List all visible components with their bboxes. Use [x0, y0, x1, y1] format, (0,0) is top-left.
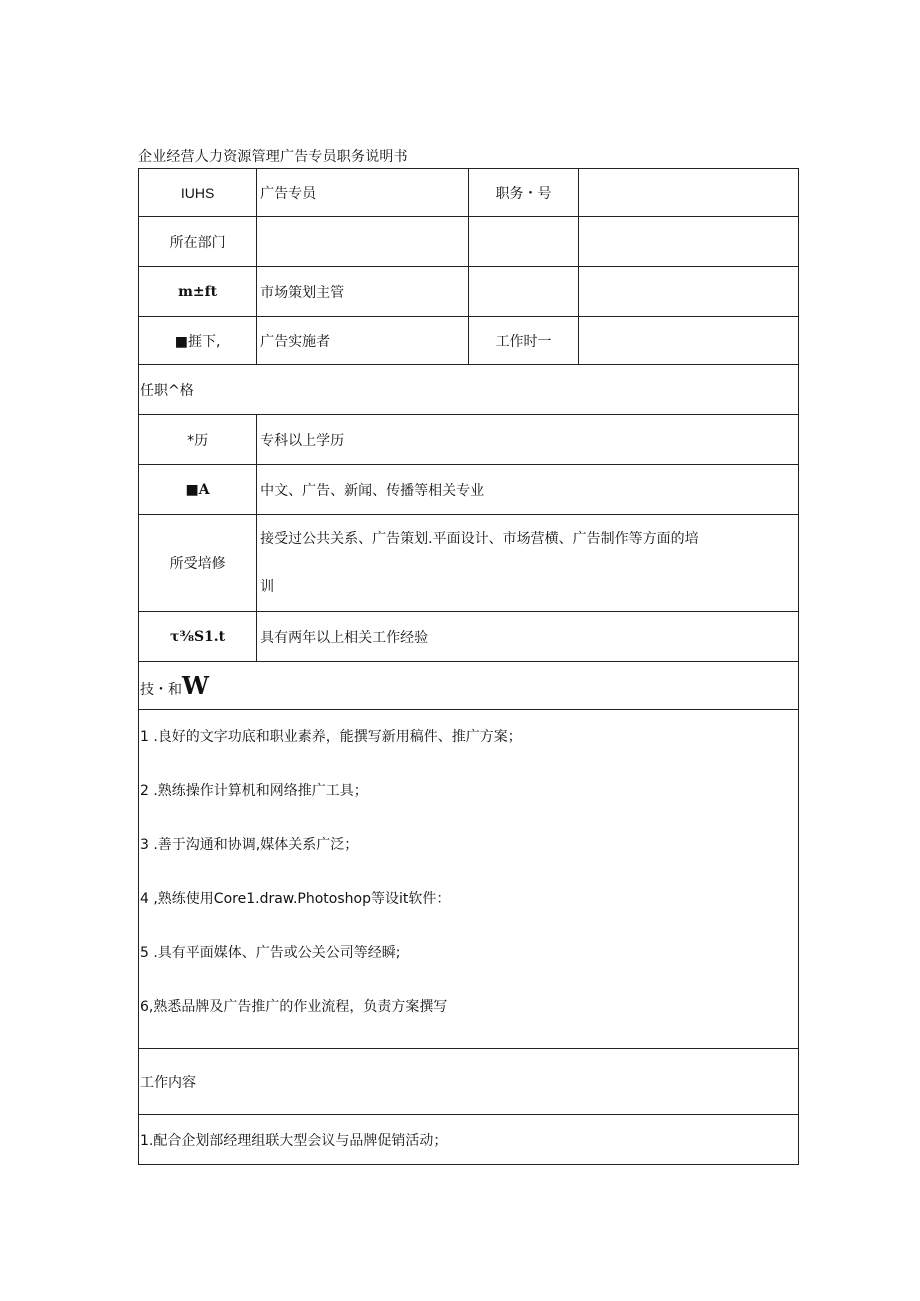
skill-item: 3 .善于沟通和协调,媒体关系广泛；: [140, 837, 359, 853]
row-skills-header: [139, 662, 799, 710]
subordinate-label: ■捱下,: [139, 317, 257, 365]
department-value: [257, 217, 469, 267]
row-work-item: [139, 1115, 799, 1165]
skills-header: [139, 662, 799, 710]
skill-item: 1 .良好的文字功底和职业素养，能撰写新用稿件、推广方案；: [140, 729, 522, 745]
skill-item: 5 .具有平面媒体、广告或公关公司等经瞬;: [140, 945, 401, 961]
row-department: [139, 217, 799, 267]
education-label: *历: [139, 415, 257, 465]
experience-label: τ⅜S1.t: [139, 612, 257, 662]
job-title-value: 广告专员: [257, 169, 469, 217]
education-value: 专科以上学历: [257, 415, 799, 465]
work-time-label: 工作时一: [469, 317, 578, 365]
skill-item: 4 ,熟练使用Core1.draw.Photoshop等设it软件：: [140, 891, 451, 907]
work-header: 工作内容: [139, 1049, 799, 1115]
skills-header-text: 技・和: [140, 682, 182, 698]
training-line-1: 接受过公共关系、广告策划.平面设计、市场营横、广告制作等方面的培: [260, 531, 699, 547]
training-value: [257, 515, 799, 612]
work-item: 1.配合企划部经理组联大型会议与品牌促销活动；: [139, 1115, 799, 1165]
supervisor-label: m±ft: [139, 267, 257, 317]
work-time-value: [578, 317, 798, 365]
row-education: [139, 415, 799, 465]
experience-value: 具有两年以上相关工作经验: [257, 612, 799, 662]
department-extra-value: [578, 217, 798, 267]
major-value: 中文、广告、新闻、传播等相关专业: [257, 465, 799, 515]
row-supervisor: [139, 267, 799, 317]
job-title-label: IUHS: [139, 169, 257, 217]
department-label: 所在部门: [139, 217, 257, 267]
row-experience: [139, 612, 799, 662]
row-job-title: [139, 169, 799, 217]
row-training: [139, 515, 799, 612]
training-label: 所受培修: [139, 515, 257, 612]
supervisor-extra-label: [469, 267, 578, 317]
skill-item: 2 .熟练操作计算机和网络推广工具；: [140, 783, 368, 799]
supervisor-value: 市场策划主管: [257, 267, 469, 317]
row-qualifications-header: [139, 365, 799, 415]
department-extra-label: [469, 217, 578, 267]
job-number-value: [578, 169, 798, 217]
major-label: ■A: [139, 465, 257, 515]
skill-item: 6,熟悉品牌及广告推广的作业流程，负责方案撰写: [140, 999, 448, 1015]
document-title: 企业经营人力资源管理广告专员职务说明书: [138, 149, 408, 165]
row-major: [139, 465, 799, 515]
row-work-header: [139, 1049, 799, 1115]
job-description-table: [138, 168, 799, 1165]
row-skills-list: [139, 710, 799, 1049]
job-number-label: 职务・号: [469, 169, 578, 217]
training-line-2: 训: [260, 579, 275, 595]
skills-header-glyph: W: [182, 671, 209, 700]
supervisor-extra-value: [578, 267, 798, 317]
row-subordinate: [139, 317, 799, 365]
qualifications-header: 任职^格: [139, 365, 799, 415]
subordinate-value: 广告实施者: [257, 317, 469, 365]
skills-list: [139, 710, 799, 1049]
